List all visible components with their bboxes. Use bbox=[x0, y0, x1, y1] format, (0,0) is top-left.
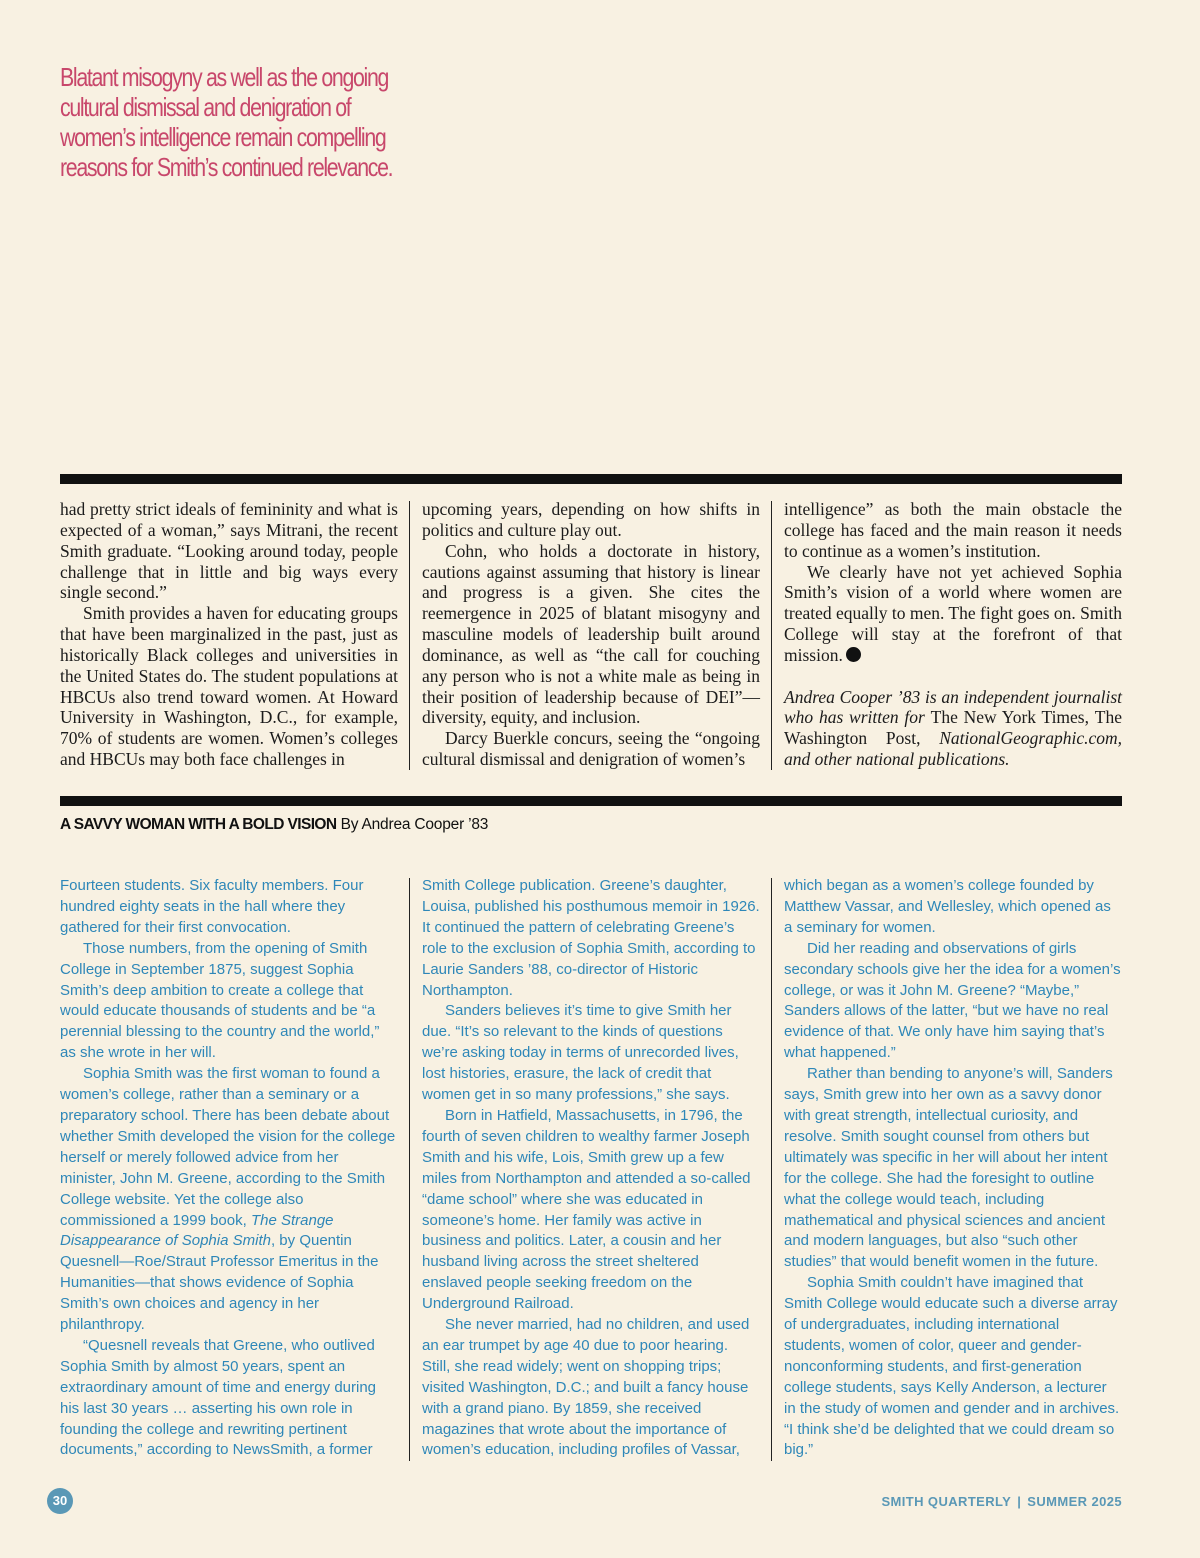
main-article-column-2 bbox=[422, 499, 760, 770]
main-article-column-3 bbox=[784, 499, 1122, 770]
paragraph: Did her reading and observations of girls secondary schools give her the idea for a women’s college, or was it John M. Greene? “Maybe,” Sanders allows of the latter, “but we have no real evidence of that. We only have him saying that’s what happened.” bbox=[784, 939, 1121, 1062]
sidebar-column-3 bbox=[784, 876, 1122, 1461]
section-rule-top bbox=[60, 474, 1122, 484]
sidebar-kicker: A SAVVY WOMAN WITH A BOLD VISION bbox=[60, 816, 337, 833]
page-number: 30 bbox=[47, 1488, 73, 1514]
pull-quote bbox=[60, 62, 393, 182]
paragraph: Fourteen students. Six faculty members. Four hundred eighty seats in the hall where they gathered for their first convocation. bbox=[60, 877, 364, 936]
book-title: The Strange Disappearance of Sophia Smith bbox=[60, 1211, 334, 1250]
issue-name: SUMMER 2025 bbox=[1027, 1494, 1122, 1509]
closing-sentence: We clearly have not yet achieved Sophia Smith’s vision of a world where women are treated equally to men. The fight goes on. Smith College will stay at the forefront of that mission. bbox=[784, 561, 1122, 665]
paragraph: Sanders believes it’s time to give Smith her due. “It’s so relevant to the kinds of questions we’re asking today in terms of unrecorded lives, lost histories, erasure, the lack of credit that women get in so many professions,” she says. bbox=[422, 1002, 739, 1104]
sidebar-headline bbox=[60, 816, 488, 834]
sidebar-article-body bbox=[60, 876, 1122, 1461]
paragraph: Smith provides a haven for educating groups that have been marginalized in the past, just as historically Black colleges and universities in the United States do. The student populations at HBCUs also trend toward women. At Howard University in Washington, D.C., for example, 70% of students are women. Women’s colleges and HBCUs may both face challenges in bbox=[60, 603, 398, 770]
paragraph bbox=[784, 562, 1122, 666]
end-mark-icon bbox=[846, 647, 861, 662]
bio-publication: The New York Times, bbox=[930, 707, 1089, 728]
paragraph-text: Sophia Smith was the first woman to found a women’s college, rather than a seminary or a preparatory school. There has been debate about whether Smith developed the vision for the college herself or merely followed advice from her minister, John M. Greene, according to the Smith College website. Yet the college also commissioned a 1999 book, bbox=[60, 1065, 396, 1229]
paragraph: “Quesnell reveals that Greene, who outlived Sophia Smith by almost 50 years, spent an extraordinary amount of time and energy during his last 30 years … asserting his own role in founding the college and rewriting pertinent documents,” according to NewsSmith, a former bbox=[60, 1336, 377, 1459]
paragraph: Cohn, who holds a doctorate in history, cautions against assuming that history is linear and progress is a given. She cites the reemergence in 2025 of blatant misogyny and masculine models of leadership built around dominance, as well as “the call for couching any person who is not a white male as being in their position of leadership because of DEI”—diversity, equity, and inclusion. bbox=[422, 540, 760, 728]
column-divider bbox=[398, 499, 422, 770]
paragraph: Sophia Smith couldn’t have imagined that Smith College would educate such a diverse array of undergraduates, including international students, women of color, queer and gender-nonconforming students, and first-generation college students, says Kelly Anderson, a lecturer in the study of women and gender and in archives. “I think she’d be delighted that we could dream so big.” bbox=[784, 1274, 1120, 1459]
section-rule-sidebar bbox=[60, 796, 1122, 806]
bio-publication: The Washington Post, bbox=[784, 707, 1123, 749]
paragraph: upcoming years, depending on how shifts in politics and culture play out. bbox=[422, 499, 760, 540]
paragraph bbox=[60, 1064, 398, 1336]
paragraph: She never married, had no children, and used an ear trumpet by age 40 due to poor hearing. Still, she read widely; went on shopping trips; visited Washington, D.C.; and built a fancy house with a grand piano. By 1859, she received magazines that wrote about the importance of women’s education, including profiles of Vassar, bbox=[422, 1316, 750, 1459]
sidebar-byline: By Andrea Cooper ’83 bbox=[340, 816, 489, 833]
bio-text: NationalGeographic.com, and other national publications. bbox=[784, 728, 1122, 770]
paragraph: Darcy Buerkle concurs, seeing the “ongoing cultural dismissal and denigration of women’s bbox=[422, 728, 760, 770]
column-divider bbox=[398, 876, 422, 1461]
paragraph: intelligence” as both the main obstacle the college has faced and the main reason it needs to continue as a women’s institution. bbox=[784, 499, 1122, 561]
paragraph: had pretty strict ideals of femininity and what is expected of a woman,” says Mitrani, the recent Smith graduate. “Looking around today, people challenge that in little and big ways every single second.” bbox=[60, 499, 398, 603]
paragraph: Smith College publication. Greene’s daughter, Louisa, published his posthumous memoir in 1926. It continued the pattern of celebrating Greene’s role to the exclusion of Sophia Smith, according to Laurie Sanders ’88, co-director of Historic Northampton. bbox=[422, 877, 760, 999]
sidebar-column-1 bbox=[60, 876, 398, 1461]
publication-name: SMITH QUARTERLY bbox=[881, 1494, 1012, 1509]
paragraph: Rather than bending to anyone’s will, Sanders says, Smith grew into her own as a savvy donor with great strength, intellectual curiosity, and resolve. Smith sought counsel from others but ultimately was specific in her will about her intent for the college. She had the foresight to outline what the college would teach, including mathematical and physical sciences and ancient and modern languages, but also “such other studies” that would benefit women in the future. bbox=[784, 1065, 1113, 1271]
column-divider bbox=[760, 876, 784, 1461]
pull-quote-line: women’s intelligence remain compelling bbox=[60, 122, 386, 152]
paragraph: which began as a women’s college founded by Matthew Vassar, and Wellesley, which opened as a seminary for women. bbox=[784, 877, 1111, 936]
sidebar-column-2 bbox=[422, 876, 760, 1461]
paragraph: Born in Hatfield, Massachusetts, in 1796, the fourth of seven children to wealthy farmer Joseph Smith and his wife, Lois, Smith grew up a few miles from Northampton and attended a so-called “dame school” where she was educated in someone’s home. Her family was active in business and politics. Later, a cousin and her husband living across the street sheltered enslaved people seeking freedom on the Underground Railroad. bbox=[422, 1106, 751, 1313]
pull-quote-line: Blatant misogyny as well as the ongoing bbox=[60, 62, 389, 92]
pull-quote-line: cultural dismissal and denigration of bbox=[60, 92, 351, 122]
paragraph-text: , by Quentin Quesnell—Roe/Straut Professor Emeritus in the Humanities—that shows evidence of Sophia Smith’s own choices and agency in her philanthropy. bbox=[60, 1232, 379, 1334]
footer-separator: | bbox=[1017, 1494, 1022, 1509]
column-divider bbox=[760, 499, 784, 770]
paragraph: Those numbers, from the opening of Smith College in September 1875, suggest Sophia Smith’s deep ambition to create a college that would educate thousands of students and be “a perennial blessing to the country and the world,” as she wrote in her will. bbox=[60, 939, 380, 1062]
running-footer bbox=[881, 1494, 1122, 1509]
author-bio bbox=[784, 687, 1122, 770]
main-article-column-1 bbox=[60, 499, 398, 770]
bio-text: Andrea Cooper ’83 is an independent journalist who has written for bbox=[784, 686, 1122, 728]
main-article-body bbox=[60, 499, 1122, 770]
pull-quote-line: reasons for Smith’s continued relevance. bbox=[60, 152, 393, 182]
